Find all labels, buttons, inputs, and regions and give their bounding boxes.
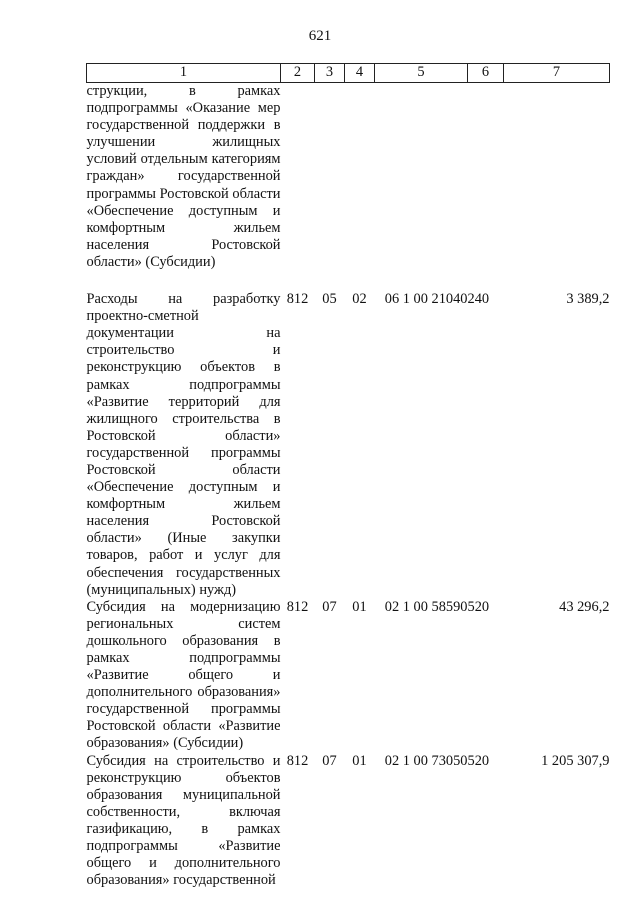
row-amount: 43 296,2 [559,598,610,615]
row-amount: 3 389,2 [566,291,610,308]
row-ministry: 812 [286,598,309,615]
row-target: 06 1 00 21040 [384,291,468,308]
row-target: 02 1 00 58590 [384,598,468,615]
table-row [87,599,610,753]
header-col-3: 3 [315,64,345,83]
row-description: Субсидия на модернизацию региональных систем дошкольного образования в рамках подпрограммы «Развитие общего и дополнительного образования» государственной программы Ростовской области «Развитие образования» (Субсидии) [86,598,281,752]
row-description: струкции, в рамках подпрограммы «Оказание мер государственной поддержки в улучшении жилищных условий отдельным категориям граждан» государственной программы Ростовской области «Обеспечение доступным и комфортным жильем населения Ростовской области» (Субсидии) [86,83,281,270]
header-col-1: 1 [87,64,281,83]
row-section: 07 [322,752,337,769]
table-row [87,753,610,890]
row-subsection: 01 [352,752,367,769]
budget-table [86,63,610,889]
row-ministry [281,83,315,292]
row-section: 05 [322,291,337,308]
row-ministry: 812 [286,291,309,308]
row-expense-type: 520 [467,598,490,615]
header-col-6: 6 [468,64,504,83]
row-description: Субсидия на строительство и реконструкцию объектов образования муниципальной собственности, включая газификацию, в рамках подпрограммы «Развитие общего и дополнительного образования» государственной [86,752,281,889]
header-col-5: 5 [375,64,468,83]
row-subsection: 01 [352,598,367,615]
row-expense-type: 240 [467,291,490,308]
row-ministry: 812 [286,752,309,769]
header-col-4: 4 [345,64,375,83]
row-description: Расходы на разработку проектно-сметной документации на строительство и реконструкцию объектов в рамках подпрограммы «Развитие территорий для жилищного строительства в Ростовской области» государственной программы Ростовской области «Обеспечение доступным и комфортным жильем населения Ростовской области» (Иные закупки товаров, работ и услуг для обеспечения государственных (муниципальных) нужд) [86,291,281,598]
table-row [87,291,610,599]
header-col-2: 2 [281,64,315,83]
table-body [87,83,610,890]
table-row [87,83,610,292]
table-header [87,64,610,83]
row-subsection: 02 [352,291,367,308]
header-row [87,64,610,83]
row-section: 07 [322,598,337,615]
row-target [375,83,468,292]
header-col-7: 7 [504,64,610,83]
page-number: 621 [308,28,332,44]
row-amount: 1 205 307,9 [541,752,610,769]
row-target: 02 1 00 73050 [384,752,468,769]
row-expense-type [468,83,504,292]
row-section [315,83,345,292]
row-expense-type: 520 [467,752,490,769]
row-amount [504,83,610,292]
row-subsection [345,83,375,292]
